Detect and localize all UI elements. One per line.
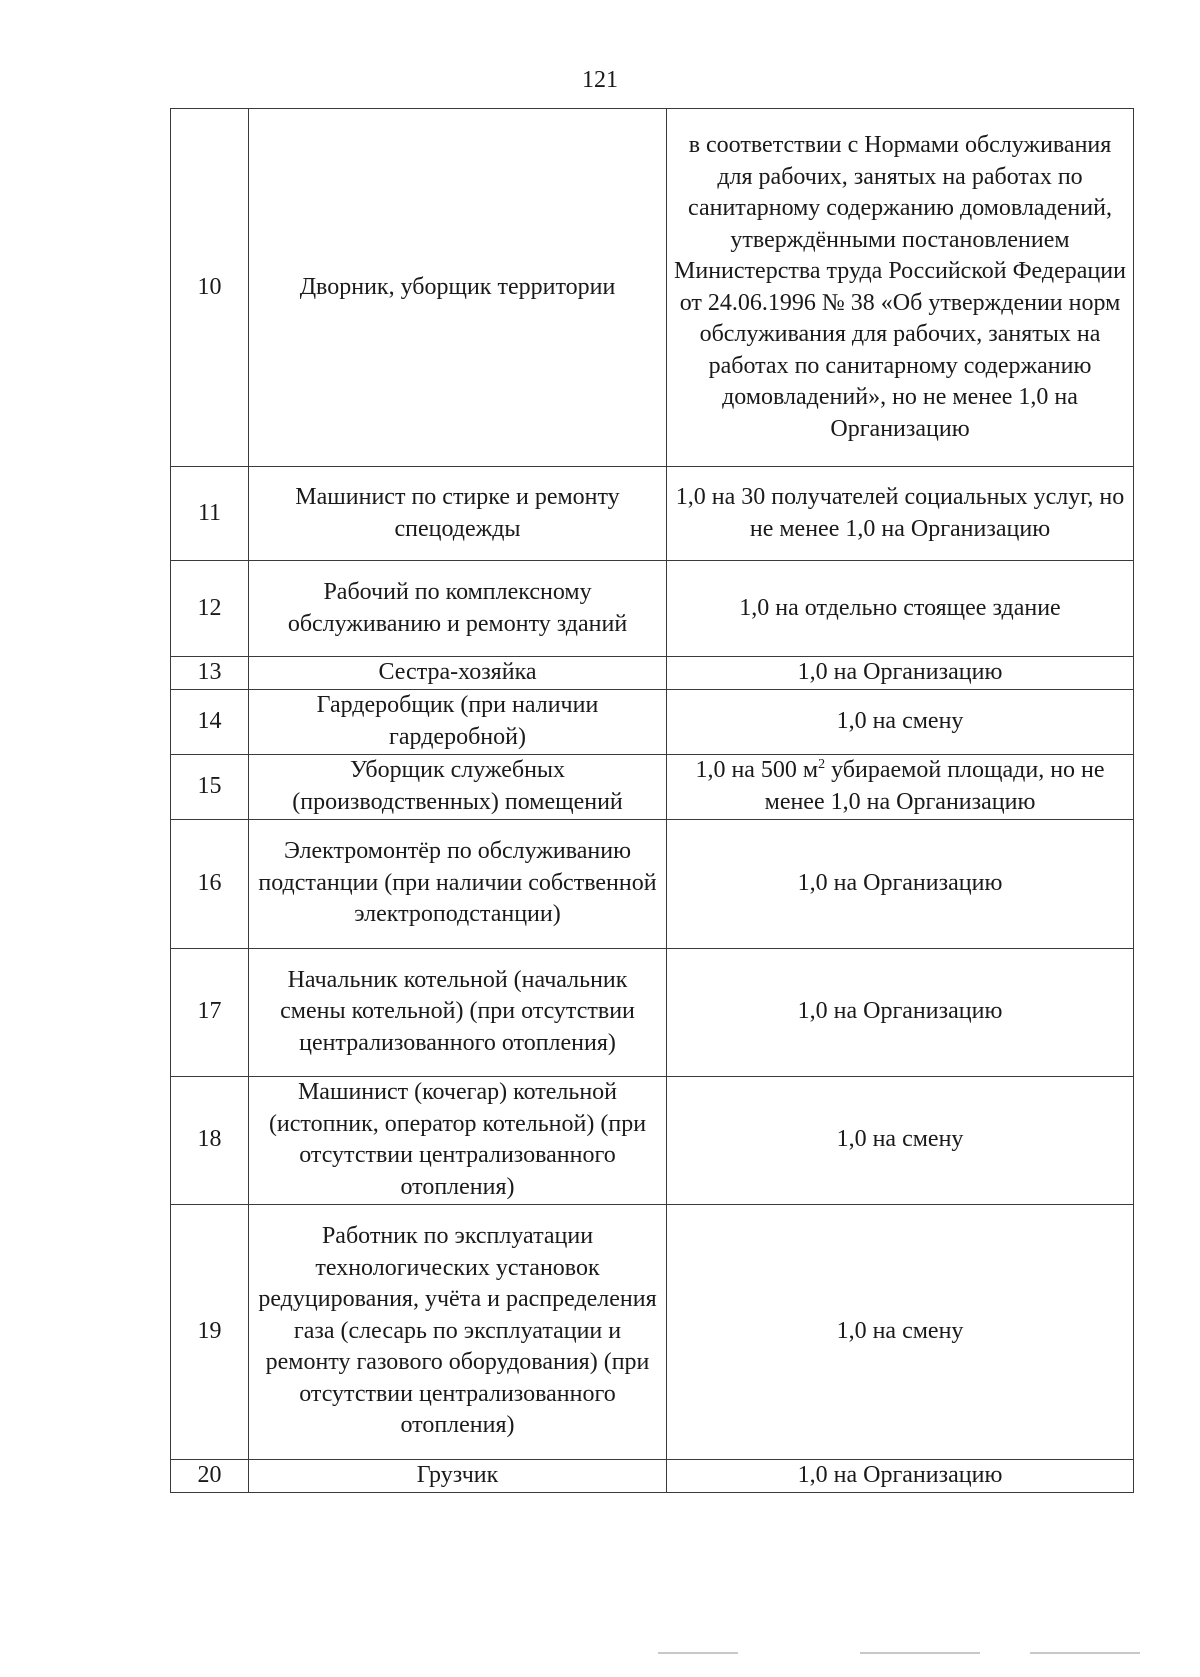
table-row: [171, 1459, 1134, 1492]
table-row: [171, 948, 1134, 1076]
table-row: [171, 561, 1134, 657]
table-row: [171, 819, 1134, 948]
norm-cell: 1,0 на смену: [667, 1204, 1134, 1459]
table-row: [171, 109, 1134, 467]
row-number: 14: [171, 689, 249, 754]
footer-line: [658, 1652, 738, 1654]
position-cell: Машинист (кочегар) котельной (истопник, оператор котельной) (при отсутствии централизованного отопления): [249, 1076, 667, 1204]
row-number: 16: [171, 819, 249, 948]
table-row: [171, 754, 1134, 819]
row-number: 18: [171, 1076, 249, 1204]
row-number: 19: [171, 1204, 249, 1459]
row-number: 15: [171, 754, 249, 819]
row-number: 11: [171, 467, 249, 561]
table-row: [171, 1076, 1134, 1204]
row-number: 10: [171, 109, 249, 467]
norm-cell: 1,0 на смену: [667, 689, 1134, 754]
norm-cell: 1,0 на Организацию: [667, 819, 1134, 948]
row-number: 20: [171, 1459, 249, 1492]
row-number: 12: [171, 561, 249, 657]
footer-line: [1030, 1652, 1140, 1654]
position-cell: Электромонтёр по обслуживанию подстанции (при наличии собственной электроподстанции): [249, 819, 667, 948]
staffing-norms-table: [170, 108, 1134, 1493]
position-cell: Гардеробщик (при наличии гардеробной): [249, 689, 667, 754]
position-cell: Грузчик: [249, 1459, 667, 1492]
table-row: [171, 689, 1134, 754]
row-number: 17: [171, 948, 249, 1076]
position-cell: Уборщик служебных (производственных) помещений: [249, 754, 667, 819]
norm-text: убираемой площади, но не менее 1,0 на Организацию: [764, 757, 1105, 815]
norm-cell: 1,0 на Организацию: [667, 1459, 1134, 1492]
norm-cell: 1,0 на смену: [667, 1076, 1134, 1204]
row-number: 13: [171, 657, 249, 690]
norm-cell: 1,0 на отдельно стоящее здание: [667, 561, 1134, 657]
norm-cell: 1,0 на Организацию: [667, 948, 1134, 1076]
norm-text: 1,0 на 500 м: [695, 757, 819, 783]
footer-line: [860, 1652, 980, 1654]
norm-superscript: 2: [818, 757, 826, 772]
norm-cell: 1,0 на 30 получателей социальных услуг, но не менее 1,0 на Организацию: [667, 467, 1134, 561]
table-row: [171, 467, 1134, 561]
table-row: [171, 1204, 1134, 1459]
norm-cell: в соответствии с Нормами обслуживания для рабочих, занятых на работах по санитарному содержанию домовладений, утверждёнными постановлением Министерства труда Российской Федерации от 24.06.1996 № 38 «Об утверждении норм обслуживания для рабочих, занятых на работах по санитарному содержанию домовладений», но не менее 1,0 на Организацию: [667, 109, 1134, 467]
position-cell: Начальник котельной (начальник смены котельной) (при отсутствии централизованного отопления): [249, 948, 667, 1076]
page-number: 121: [582, 67, 618, 93]
position-cell: Сестра-хозяйка: [249, 657, 667, 690]
position-cell: Машинист по стирке и ремонту спецодежды: [249, 467, 667, 561]
position-cell: Работник по эксплуатации технологических установок редуцирования, учёта и распределения газа (слесарь по эксплуатации и ремонту газового оборудования) (при отсутствии централизованного отопления): [249, 1204, 667, 1459]
position-cell: Дворник, уборщик территории: [249, 109, 667, 467]
norm-cell: [667, 754, 1134, 819]
position-cell: Рабочий по комплексному обслуживанию и ремонту зданий: [249, 561, 667, 657]
table-row: [171, 657, 1134, 690]
norm-cell: 1,0 на Организацию: [667, 657, 1134, 690]
